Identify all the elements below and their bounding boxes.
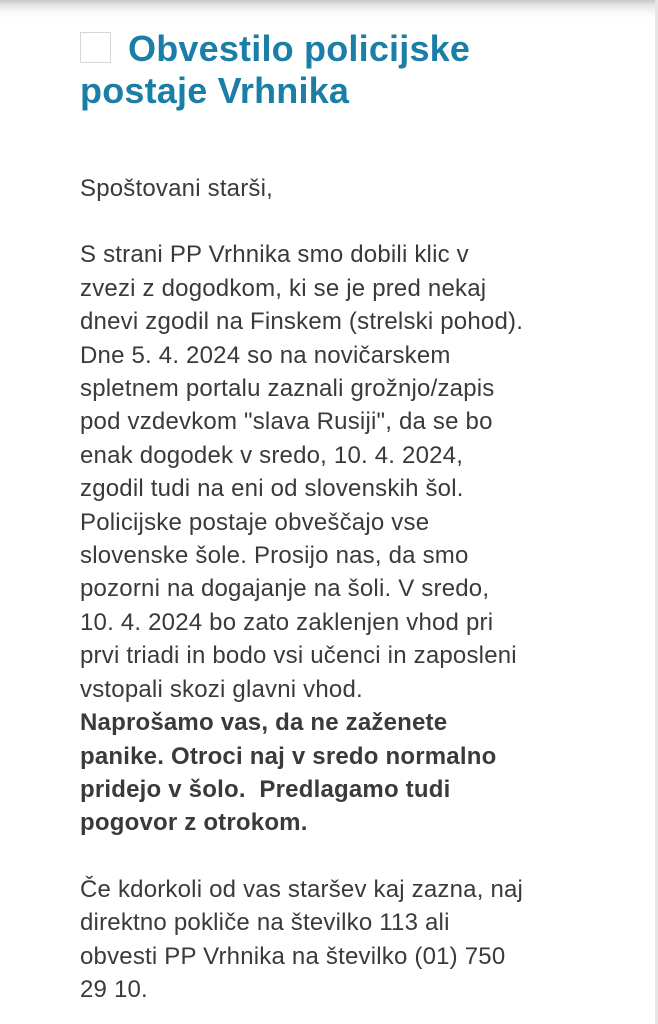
paragraph-main — [80, 238, 560, 706]
notice-body — [80, 172, 560, 1006]
page-title — [80, 28, 640, 112]
paragraph-line: dnevi zgodil na Finskem (strelski pohod). — [80, 308, 524, 336]
contact-line: 29 10. — [80, 975, 148, 1003]
paragraph-line: Policijske postaje obveščajo vse — [80, 508, 430, 536]
greeting — [80, 172, 560, 205]
contact-line: direktno pokliče na številko 113 ali — [80, 909, 450, 937]
paragraph-line: pozorni na dogajanje na šoli. V sredo, — [80, 575, 490, 603]
paragraph-line: vstopali skozi glavni vhod. — [80, 675, 363, 703]
paragraph-line: enak dogodek v sredo, 10. 4. 2024, — [80, 441, 464, 469]
paragraph-line: 10. 4. 2024 bo zato zaklenjen vhod pri — [80, 608, 494, 636]
paragraph-line: slovenske šole. Prosijo nas, da smo — [80, 542, 469, 570]
paragraph-contact — [80, 873, 560, 1007]
bold-line: pridejo v šolo. Predlagamo tudi — [80, 775, 451, 803]
paragraph-bold — [80, 706, 560, 840]
paragraph-line: prvi triadi in bodo vsi učenci in zaposleni — [80, 642, 517, 670]
paragraph-line: pod vzdevkom "slava Rusiji", da se bo — [80, 408, 493, 436]
contact-line: Če kdorkoli od vas staršev kaj zazna, naj — [80, 875, 524, 903]
paragraph-line: S strani PP Vrhnika smo dobili klic v — [80, 241, 469, 269]
title-line: Obvestilo policijske — [128, 28, 471, 69]
bold-line: Naprošamo vas, da ne zaženete — [80, 709, 448, 737]
title-block — [80, 28, 640, 112]
contact-line: obvesti PP Vrhnika na številko (01) 750 — [80, 942, 506, 970]
top-shadow — [0, 0, 658, 18]
paragraph-line: zgodil tudi na eni od slovenskih šol. — [80, 475, 464, 503]
checkbox-icon[interactable] — [80, 32, 111, 63]
bold-line: panike. Otroci naj v sredo normalno — [80, 742, 497, 770]
bold-line: pogovor z otrokom. — [80, 809, 308, 837]
paragraph-line: zvezi z dogodkom, ki se je pred nekaj — [80, 274, 487, 302]
greeting-text: Spoštovani starši, — [80, 175, 274, 202]
title-line: postaje Vrhnika — [80, 70, 350, 111]
paragraph-line: spletnem portalu zaznali grožnjo/zapis — [80, 375, 495, 403]
paragraph-line: Dne 5. 4. 2024 so na novičarskem — [80, 341, 451, 369]
